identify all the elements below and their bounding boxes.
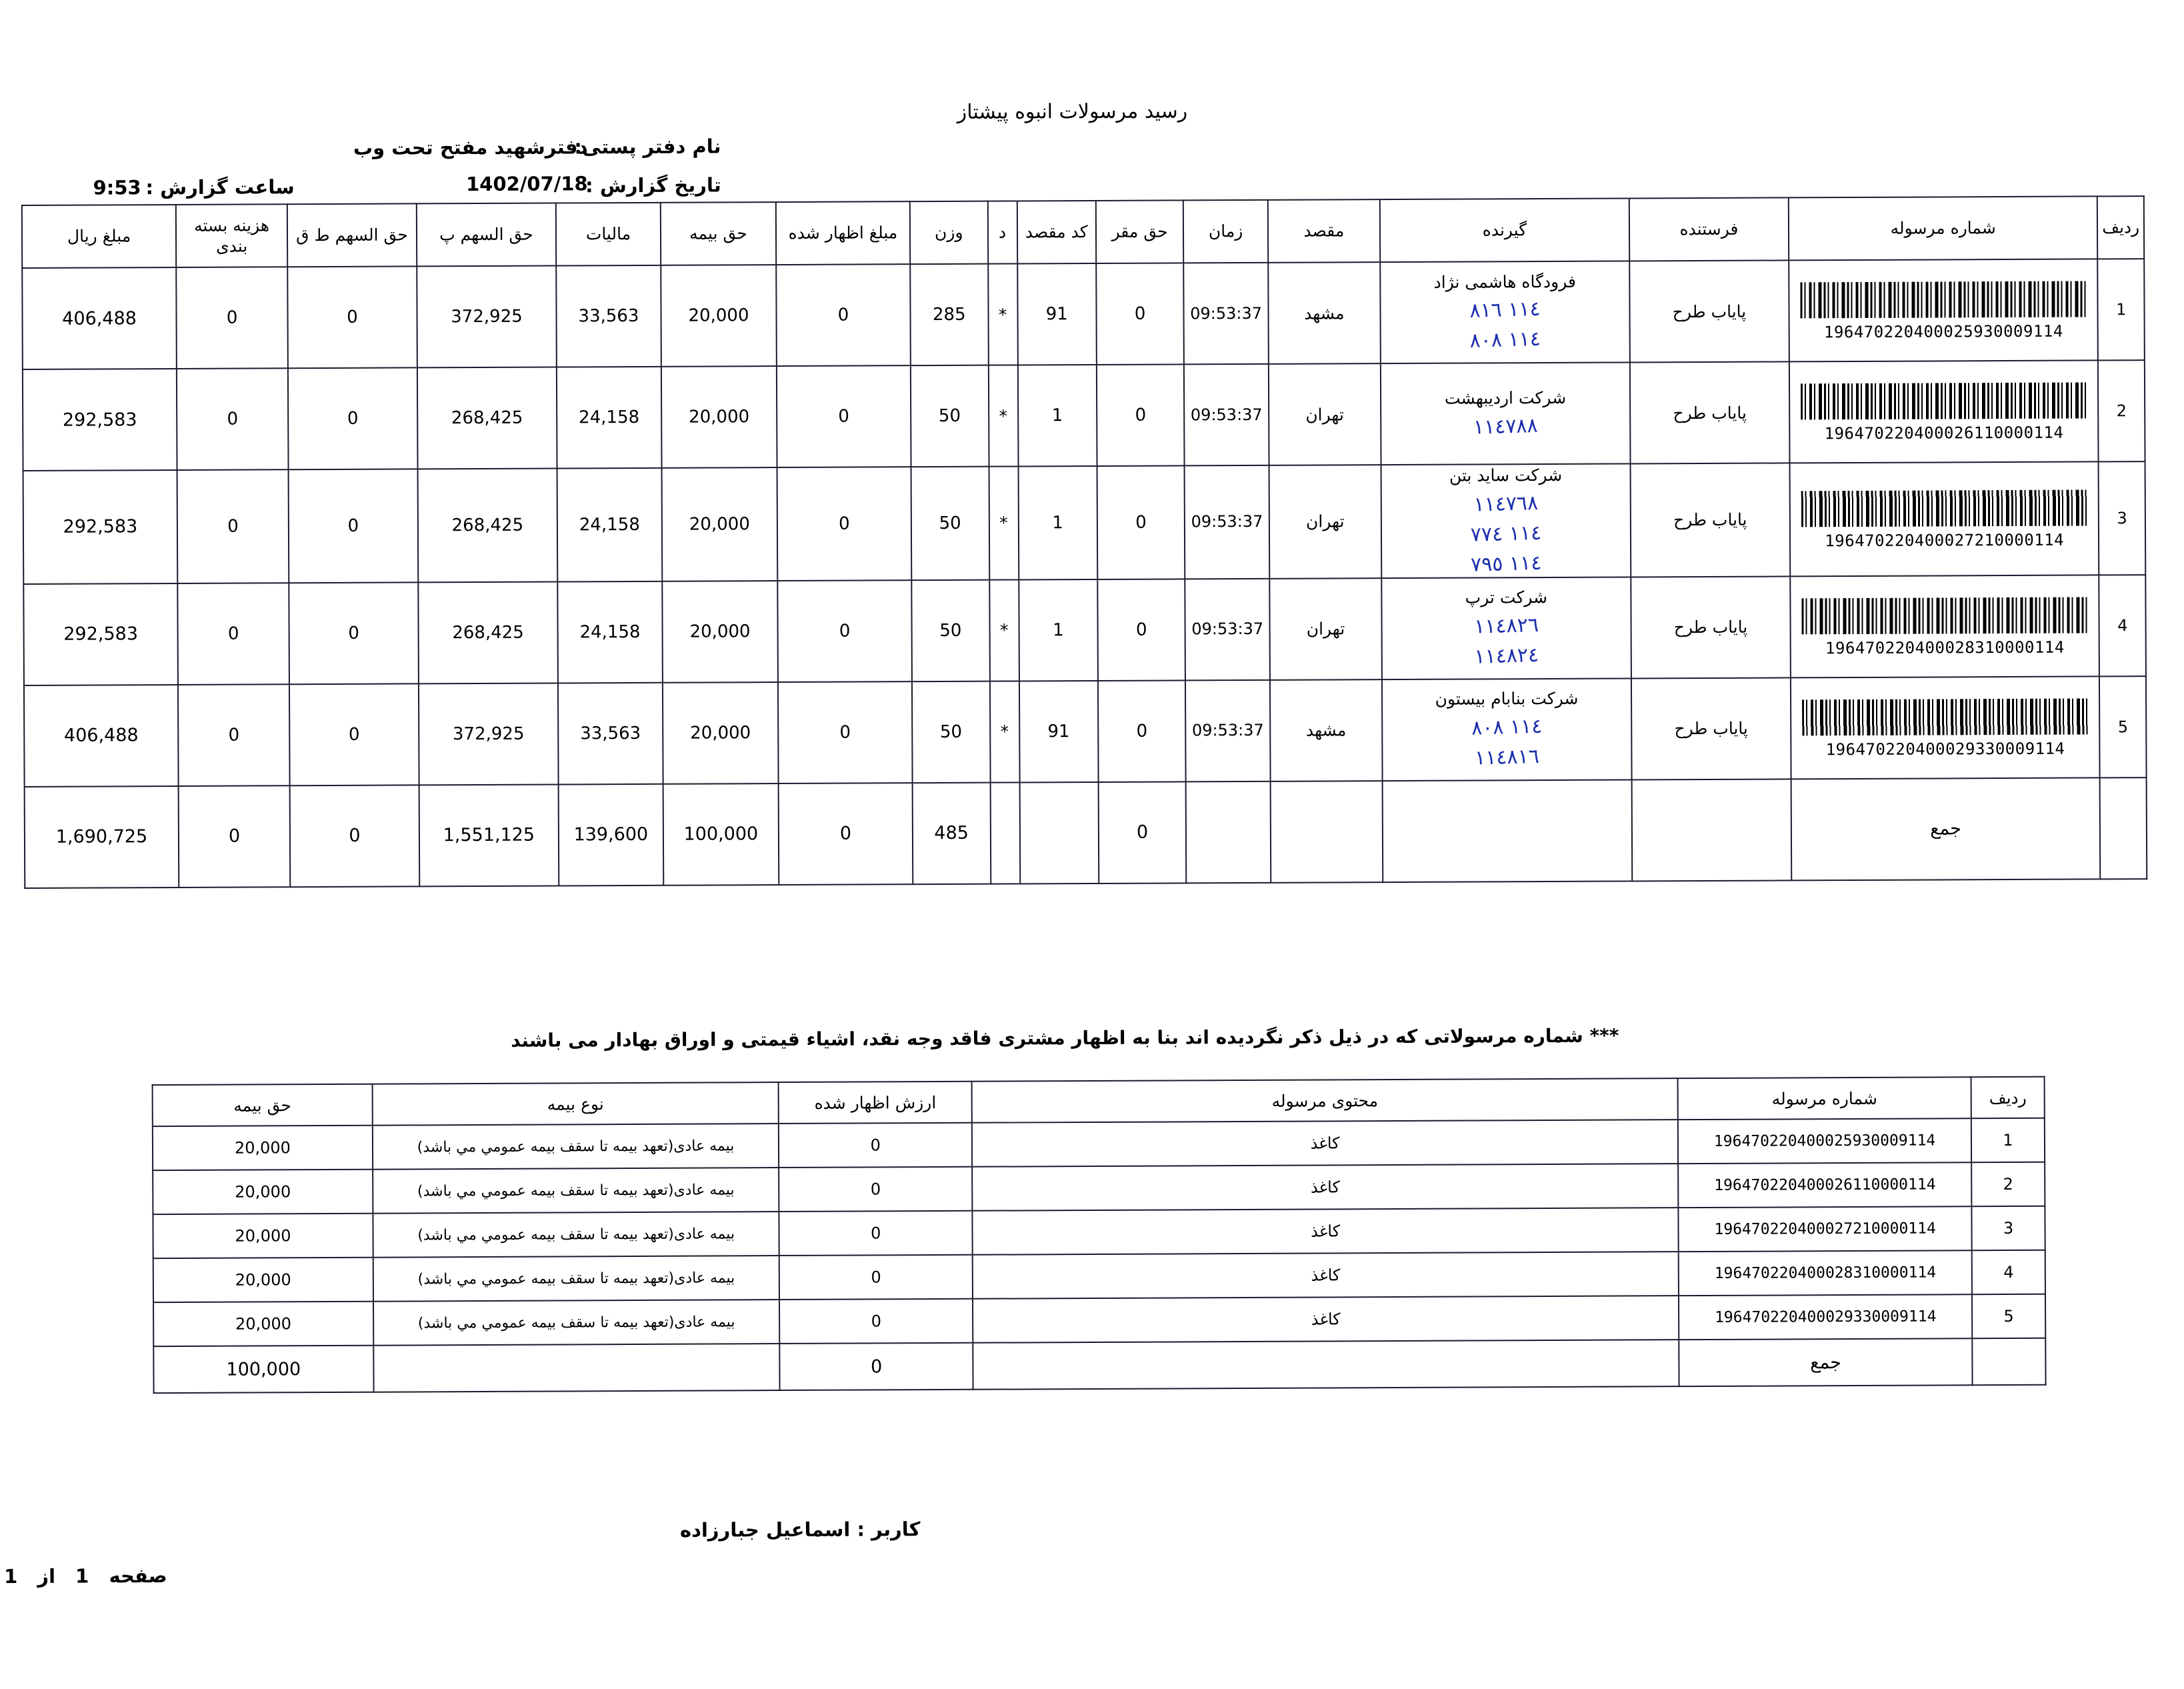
cell2-content: کاغذ <box>973 1296 1679 1343</box>
col2-insurance-type: نوع بیمه <box>372 1082 779 1126</box>
cell-d: * <box>988 263 1018 365</box>
cell-declared: 0 <box>776 264 910 366</box>
cell-packaging: 0 <box>177 368 289 470</box>
cell-insurance: 20,000 <box>661 467 777 581</box>
cell-dest-code: 1 <box>1019 579 1098 681</box>
cell-time: 09:53:37 <box>1185 679 1270 781</box>
cell-share-tq: 0 <box>289 469 418 582</box>
col-share-tq: حق السهم ط ق <box>287 203 417 267</box>
page-number-line <box>0 1564 174 1588</box>
cell-share-tq: 0 <box>289 683 419 785</box>
office-label: نام دفتر پستی: <box>574 135 721 159</box>
totals-tax: 139,600 <box>559 783 663 886</box>
page-word: صفحه <box>109 1564 167 1588</box>
cell2-insurance-fee: 20,000 <box>153 1302 373 1346</box>
cell2-insurance-type: بیمه عادی(تعهد بیمه تا سقف بیمه عمومي مي باشد) <box>373 1168 779 1214</box>
cell-tracking <box>1789 360 2099 463</box>
col-dest-code: کد مقصد <box>1017 201 1096 264</box>
table-row <box>23 575 2146 685</box>
cell2-insurance-fee: 20,000 <box>153 1258 373 1302</box>
cell-sender: پایاب طرح <box>1629 260 1789 362</box>
user-label: کاربر : اسماعیل جبارزاده <box>679 1518 921 1542</box>
col-index: ردیف <box>2097 196 2144 259</box>
totals2-label: جمع <box>1679 1338 1972 1386</box>
totals-fee-right: 0 <box>1099 781 1187 884</box>
cell-fee-right: 0 <box>1097 364 1185 466</box>
cell-weight: 50 <box>911 365 989 467</box>
handwritten-note: ١١٤٨٢٦ <box>1473 613 1539 639</box>
totals-insurance: 100,000 <box>663 783 779 886</box>
disclaimer-note: *** شماره مرسولاتی که در ذیل ذکر نگردیده اند بنا به اظهار مشتری فاقد وجه نقد، اشیاء قیمتی و اوراق بهادار می باشند <box>511 1024 1619 1052</box>
page-title: رسید مرسولات انبوه پیشتاز <box>957 99 1188 124</box>
barcode-icon <box>1802 698 2089 735</box>
receiver-name: شرکت بنابام بیستون <box>1435 689 1579 709</box>
cell-d: * <box>989 579 1019 681</box>
totals2-content-blank <box>973 1340 1679 1390</box>
col-tracking: شماره مرسوله <box>1789 196 2098 260</box>
cell-time: 09:53:37 <box>1185 465 1269 579</box>
cell2-insurance-type: بیمه عادی(تعهد بیمه تا سقف بیمه عمومي مي باشد) <box>373 1212 779 1258</box>
cell-share-p: 268,425 <box>417 468 557 581</box>
col2-index: ردیف <box>1971 1077 2045 1118</box>
totals-destination-blank <box>1270 781 1383 883</box>
report-date-label: تاریخ گزارش : <box>585 173 721 197</box>
totals-receiver-blank <box>1383 779 1633 882</box>
cell-share-tq: 0 <box>288 367 417 469</box>
cell2-insurance-type: بیمه عادی(تعهد بیمه تا سقف بیمه عمومي مي باشد) <box>373 1124 779 1170</box>
cell2-content: کاغذ <box>972 1120 1678 1167</box>
cell-d: * <box>989 365 1019 466</box>
insurance-table <box>152 1076 2047 1394</box>
cell2-content: کاغذ <box>972 1164 1678 1211</box>
report-time-label: ساعت گزارش : <box>145 175 295 199</box>
cell-index: 5 <box>2099 676 2146 777</box>
page-of: از <box>37 1564 56 1588</box>
cell-sender: پایاب طرح <box>1630 463 1790 577</box>
table-totals-row <box>25 777 2147 888</box>
cell-weight: 285 <box>910 264 988 366</box>
cell-declared: 0 <box>777 365 911 467</box>
cell-time: 09:53:37 <box>1184 364 1269 466</box>
tracking-number: 196470220400025930009114 <box>1823 321 2063 342</box>
handwritten-note: ١١٤ ٨١٦ <box>1469 297 1541 323</box>
cell-receiver <box>1381 463 1631 577</box>
col-time: زمان <box>1183 200 1268 263</box>
barcode-icon <box>1801 489 2087 527</box>
page-current: 1 <box>75 1564 89 1588</box>
cell-packaging: 0 <box>178 684 290 786</box>
cell2-index: 2 <box>1971 1162 2045 1206</box>
col-insurance: حق بیمه <box>661 202 777 265</box>
cell-insurance: 20,000 <box>661 366 777 468</box>
report-date-value: 1402/07/18 <box>466 172 588 196</box>
handwritten-note: ١١٤ ٧٧٤ <box>1470 521 1542 547</box>
cell-time: 09:53:37 <box>1184 263 1269 365</box>
col-d: د <box>987 201 1017 263</box>
cell-destination: مشهد <box>1270 679 1383 781</box>
cell-amount: 292,583 <box>23 583 178 685</box>
cell-amount: 406,488 <box>24 684 179 786</box>
totals-index-blank <box>2100 777 2147 879</box>
totals-share-p: 1,551,125 <box>419 784 559 886</box>
list-item <box>153 1162 2045 1214</box>
col-fee-right: حق مقر <box>1096 200 1184 263</box>
cell-amount: 406,488 <box>22 267 177 369</box>
cell2-declared-value: 0 <box>779 1123 972 1168</box>
tracking-number: 196470220400028310000114 <box>1825 637 2065 657</box>
receiver-name: شرکت ساید بتن <box>1449 465 1563 485</box>
list-item <box>153 1294 2045 1346</box>
barcode-icon <box>1801 597 2088 634</box>
receiver-name: شرکت اردیبهشت <box>1444 388 1567 408</box>
cell-destination: تهران <box>1269 578 1382 680</box>
cell2-insurance-fee: 20,000 <box>153 1214 373 1258</box>
cell2-insurance-fee: 20,000 <box>153 1126 373 1170</box>
shipments-table <box>21 195 2147 888</box>
col2-declared-value: ارزش اظهار شده <box>779 1082 972 1124</box>
col-share-p: حق السهم پ <box>417 203 557 266</box>
col-destination: مقصد <box>1268 199 1381 263</box>
col-receiver: گیرنده <box>1380 198 1629 262</box>
cell2-insurance-type: بیمه عادی(تعهد بیمه تا سقف بیمه عمومي مي باشد) <box>373 1300 780 1346</box>
cell-share-p: 372,925 <box>419 683 559 785</box>
cell2-declared-value: 0 <box>779 1167 972 1212</box>
cell-destination: مشهد <box>1268 262 1381 364</box>
cell2-declared-value: 0 <box>779 1299 973 1344</box>
cell-tracking <box>1789 259 2098 361</box>
cell2-index: 3 <box>1971 1206 2045 1250</box>
cell-share-p: 372,925 <box>417 265 557 367</box>
cell-tracking <box>1791 676 2100 779</box>
cell-weight: 50 <box>911 467 989 580</box>
totals-label: جمع <box>1791 777 2101 880</box>
totals-weight: 485 <box>912 782 990 884</box>
cell-index: 1 <box>2098 259 2145 360</box>
table-row <box>22 259 2145 369</box>
cell2-content: کاغذ <box>973 1252 1679 1299</box>
handwritten-note: ١١٤ ٧٩٥ <box>1470 551 1542 577</box>
totals-share-tq: 0 <box>290 785 419 887</box>
list-item <box>153 1118 2045 1170</box>
cell2-content: کاغذ <box>973 1208 1679 1255</box>
cell-share-tq: 0 <box>289 582 418 684</box>
cell-sender: پایاب طرح <box>1631 576 1791 678</box>
cell-fee-right: 0 <box>1096 263 1184 365</box>
cell-packaging: 0 <box>177 469 289 583</box>
report-time-value: 9:53 <box>93 176 141 199</box>
cell-share-p: 268,425 <box>417 367 557 469</box>
insurance-totals-row <box>153 1338 2045 1393</box>
cell-dest-code: 1 <box>1017 365 1097 467</box>
cell-tracking <box>1790 575 2099 677</box>
cell2-tracking: 196470220400027210000114 <box>1679 1206 1972 1252</box>
cell-tax: 33,563 <box>556 265 661 367</box>
cell-share-tq: 0 <box>287 266 417 368</box>
totals2-declared-value: 0 <box>780 1343 973 1390</box>
cell2-tracking: 196470220400025930009114 <box>1678 1118 1971 1164</box>
cell2-index: 1 <box>1971 1118 2045 1162</box>
barcode-icon <box>1801 382 2087 419</box>
col-packaging: هزینه بسته بندی <box>176 204 287 267</box>
cell2-insurance-type: بیمه عادی(تعهد بیمه تا سقف بیمه عمومي مي باشد) <box>373 1256 780 1302</box>
table-row <box>23 360 2145 471</box>
totals-amount: 1,690,725 <box>25 785 179 888</box>
totals-d-blank <box>990 782 1020 884</box>
cell-receiver <box>1381 362 1631 465</box>
office-value: دفترشهید مفتح تحت وب <box>353 135 588 159</box>
handwritten-note: ١١٤٨٢٤ <box>1473 643 1539 669</box>
col-declared: مبلغ اظهار شده <box>776 201 910 265</box>
totals2-type-blank <box>373 1344 780 1392</box>
cell-tracking <box>1789 461 2099 576</box>
cell-dest-code: 91 <box>1019 680 1098 782</box>
handwritten-note: ١١٤ ٨٠٨ <box>1469 327 1541 353</box>
cell2-insurance-fee: 20,000 <box>153 1170 373 1214</box>
cell2-declared-value: 0 <box>779 1255 973 1300</box>
handwritten-note: ١١٤٧٦٨ <box>1473 491 1539 517</box>
cell-destination: تهران <box>1269 363 1381 465</box>
cell-index: 3 <box>2099 461 2145 575</box>
col-tax: مالیات <box>556 203 661 266</box>
col-sender: فرستنده <box>1629 197 1789 261</box>
cell-receiver <box>1380 261 1630 363</box>
list-item <box>153 1250 2045 1302</box>
cell-tax: 33,563 <box>558 682 663 784</box>
totals-time-blank <box>1186 781 1271 883</box>
barcode-icon <box>1800 281 2087 318</box>
cell2-declared-value: 0 <box>779 1211 973 1256</box>
cell-receiver <box>1381 577 1631 679</box>
cell-weight: 50 <box>911 579 989 681</box>
col-weight: وزن <box>910 201 988 265</box>
cell-declared: 0 <box>777 467 911 580</box>
cell-fee-right: 0 <box>1098 680 1186 782</box>
cell-amount: 292,583 <box>23 470 178 584</box>
cell-insurance: 20,000 <box>662 581 778 683</box>
list-item <box>153 1206 2045 1258</box>
handwritten-note: ١١٤٨١٦ <box>1474 744 1540 770</box>
totals-sender-blank <box>1632 779 1792 881</box>
table-row <box>23 461 2146 583</box>
cell-sender: پایاب طرح <box>1630 361 1790 463</box>
cell-time: 09:53:37 <box>1185 578 1270 680</box>
cell-d: * <box>990 681 1020 782</box>
cell-tax: 24,158 <box>557 468 662 581</box>
cell-receiver <box>1382 678 1632 781</box>
cell-index: 4 <box>2099 575 2146 676</box>
col-amount: مبلغ ریال <box>22 205 176 268</box>
tracking-number: 196470220400029330009114 <box>1825 739 2065 759</box>
cell-insurance: 20,000 <box>661 265 777 367</box>
cell-weight: 50 <box>912 681 990 783</box>
cell-packaging: 0 <box>176 267 288 369</box>
col2-content: محتوی مرسوله <box>972 1078 1678 1123</box>
cell-sender: پایاب طرح <box>1631 677 1791 779</box>
tracking-number: 196470220400026110000114 <box>1824 423 2064 443</box>
totals2-index-blank <box>1972 1338 2045 1385</box>
cell-insurance: 20,000 <box>663 682 779 784</box>
table-row <box>24 676 2147 787</box>
table-header-row <box>22 196 2144 268</box>
totals-dest-code-blank <box>1019 781 1099 884</box>
totals2-insurance-fee: 100,000 <box>153 1346 373 1393</box>
receiver-name: فرودگاه هاشمی نژاد <box>1433 271 1577 292</box>
cell-declared: 0 <box>777 580 911 682</box>
cell-d: * <box>989 466 1019 579</box>
cell-dest-code: 1 <box>1018 466 1097 579</box>
cell-dest-code: 91 <box>1017 263 1097 365</box>
cell-index: 2 <box>2098 360 2145 461</box>
receiver-name: شرکت ترپ <box>1465 587 1548 607</box>
cell2-tracking: 196470220400028310000114 <box>1679 1250 1972 1296</box>
cell2-index: 5 <box>1972 1294 2045 1338</box>
totals-packaging: 0 <box>179 785 291 888</box>
cell-destination: تهران <box>1269 465 1381 578</box>
cell-amount: 292,583 <box>23 369 177 471</box>
cell-share-p: 268,425 <box>418 581 558 683</box>
col2-insurance-fee: حق بیمه <box>153 1084 373 1126</box>
tracking-number: 196470220400027210000114 <box>1825 530 2065 550</box>
cell-tax: 24,158 <box>557 581 662 683</box>
cell-packaging: 0 <box>177 583 289 685</box>
handwritten-note: ١١٤ ٨٠٨ <box>1471 714 1543 740</box>
cell-declared: 0 <box>778 681 912 783</box>
cell-fee-right: 0 <box>1097 579 1185 681</box>
page-total: 1 <box>3 1565 18 1588</box>
handwritten-note: ١١٤٧٨٨ <box>1473 413 1539 439</box>
cell2-tracking: 196470220400029330009114 <box>1679 1294 1972 1340</box>
cell2-tracking: 196470220400026110000114 <box>1678 1162 1971 1208</box>
cell-tax: 24,158 <box>557 367 661 469</box>
cell-fee-right: 0 <box>1097 465 1185 579</box>
totals-declared: 0 <box>779 783 913 885</box>
cell2-index: 4 <box>1972 1250 2045 1294</box>
col2-tracking: شماره مرسوله <box>1678 1077 1971 1120</box>
